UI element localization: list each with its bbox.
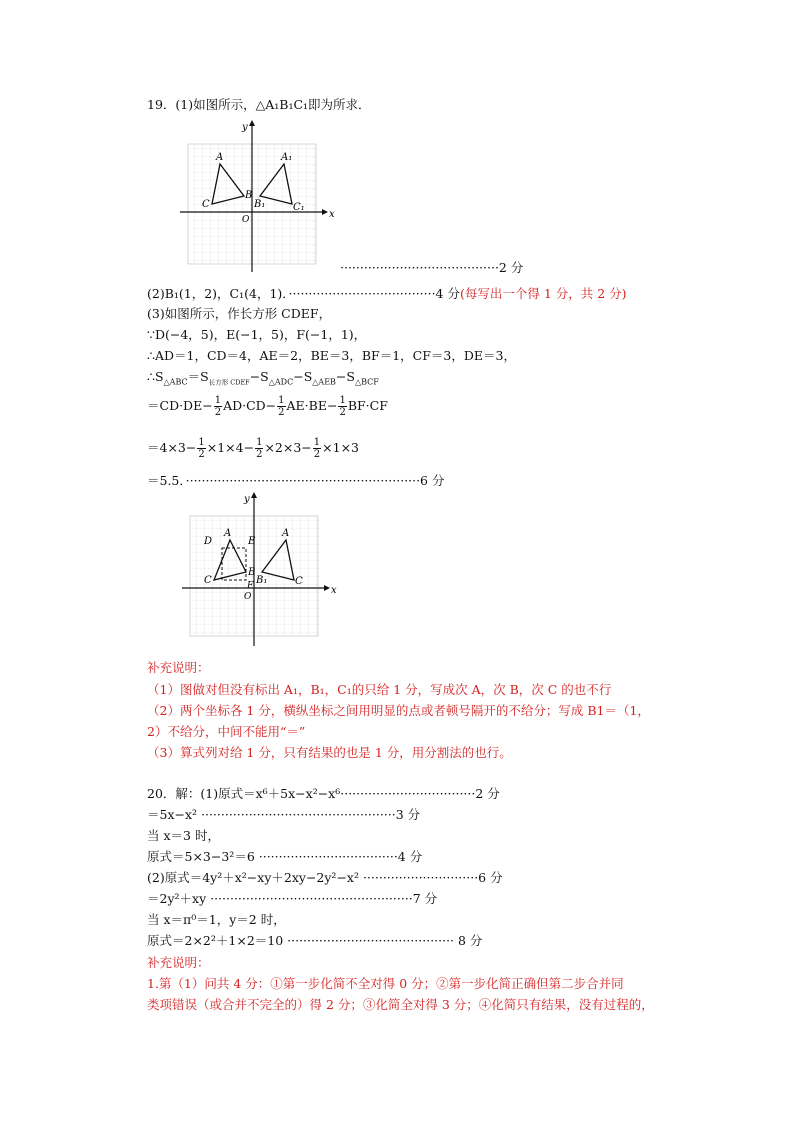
note19-n2a: （2）两个坐标各 1 分，横纵坐标之间用明显的点或者顿号隔开的不给分；写成 B1＝（1， xyxy=(147,703,650,718)
frac-num: 1 xyxy=(214,395,222,406)
frac-den: 2 xyxy=(256,449,263,460)
frac-den: 2 xyxy=(339,407,346,418)
label-a1-2: A xyxy=(282,528,290,539)
note19-n1: （1）图做对但没有标出 A₁，B₁，C₁的只给 1 分，写成次 A，次 B，次 C 的也不行 xyxy=(147,682,612,697)
note19-n3: （3）算式列对给 1 分，只有结果的也是 1 分，用分割法的也行。 xyxy=(147,745,512,760)
frac-num: 1 xyxy=(198,437,205,448)
label-b: B xyxy=(245,190,253,201)
minus-s1: −S xyxy=(249,369,269,384)
fraction-half xyxy=(197,437,205,460)
line7-part-b: AD·CD− xyxy=(223,398,277,413)
q19-line1: 19．(1)如图所示，△A₁B₁C₁即为所求． xyxy=(147,97,371,112)
sub-adc: △ADC xyxy=(268,377,294,387)
fraction-half xyxy=(214,395,222,418)
label-a: A xyxy=(216,152,224,163)
origin-label: O xyxy=(242,215,250,225)
s-symbol: ∴S xyxy=(147,369,164,384)
q20-l6: ＝2y²＋xy ···················································7 分 xyxy=(147,891,438,906)
q19-line3: (3)如图所示，作长方形 CDEF， xyxy=(147,306,332,321)
line8-part-d: ×1×3 xyxy=(322,440,359,455)
frac-num: 1 xyxy=(313,437,321,448)
q19-line5: ∴AD＝1，CD＝4，AE＝2，BE＝3，BF＝1，CF＝3，DE＝3， xyxy=(147,348,516,363)
label-b1: B₁ xyxy=(254,199,266,210)
figure-1 xyxy=(178,116,338,280)
line8-part-b: ×1×4− xyxy=(206,440,255,455)
frac-den: 2 xyxy=(214,407,222,418)
q19-line2 xyxy=(147,286,627,302)
label-a1: A₁ xyxy=(281,152,293,163)
q19-line7 xyxy=(147,394,388,418)
label-c1-2: C xyxy=(295,576,303,587)
axis-x-label: x xyxy=(329,209,335,220)
q20-l3: 当 x＝3 时， xyxy=(147,828,220,843)
note20-n1b: 类项错误（或合并不完全的）得 2 分；③化简全对得 3 分；④化简只有结果，没有过程的， xyxy=(147,997,654,1012)
eq-s: ＝S xyxy=(187,369,209,384)
axis-y-label-2: y xyxy=(244,494,250,505)
figure-2 xyxy=(180,488,340,652)
label-c1: C₁ xyxy=(293,202,305,213)
line7-part-c: AE·BE− xyxy=(286,398,338,413)
axis-x-label-2: x xyxy=(331,585,337,596)
label-a-2: A xyxy=(224,528,232,539)
frac-den: 2 xyxy=(278,407,285,418)
minus-s3: −S xyxy=(335,369,355,384)
label-d: D xyxy=(204,536,213,547)
sub-bcf: △BCF xyxy=(354,377,379,387)
q19-line2-note: (每写出一个得 1 分，共 2 分) xyxy=(460,286,627,301)
line7-part-a: ＝CD·DE− xyxy=(147,398,213,413)
sub-rect: 长方形 CDEF xyxy=(208,378,250,387)
q20-l8: 原式＝2×2²＋1×2＝10 ·········································· 8 分 xyxy=(147,933,483,948)
frac-num: 1 xyxy=(339,395,346,406)
frac-num: 1 xyxy=(278,395,285,406)
sub-aeb: △AEB xyxy=(312,377,336,387)
axis-y-label: y xyxy=(242,122,248,133)
q19-score1: ········································2 分 xyxy=(340,260,524,275)
sub-abc: △ABC xyxy=(163,377,188,387)
coordinate-grid-1 xyxy=(178,116,338,276)
q20-l4: 原式＝5×3−3²＝6 ···································4 分 xyxy=(147,849,423,864)
fraction-half xyxy=(255,437,263,460)
q20-l1: 20．解：(1)原式＝x⁶＋5x−x²−x⁶··································2 分 xyxy=(147,786,500,801)
label-e: E xyxy=(248,536,256,547)
fraction-half xyxy=(313,437,321,460)
q19-line8 xyxy=(147,436,359,460)
label-b-2: B xyxy=(248,567,256,578)
q20-l2: ＝5x−x² ·················································3 分 xyxy=(147,807,421,822)
note19-title: 补充说明： xyxy=(147,660,210,675)
q19-line6 xyxy=(147,369,379,391)
frac-num: 1 xyxy=(256,437,263,448)
frac-den: 2 xyxy=(313,449,321,460)
label-c-2: C xyxy=(204,575,212,586)
label-b1-2: B₁ xyxy=(256,575,268,586)
note20-n1a: 1.第（1）问共 4 分：①第一步化简不全对得 0 分；②第一步化简正确但第二步合并同 xyxy=(147,976,624,991)
note19-n2b: 2）不给分，中间不能用“＝” xyxy=(147,724,306,739)
fraction-half xyxy=(338,395,346,418)
note20-title: 补充说明： xyxy=(147,955,210,970)
q19-line2-main: (2)B₁(1，2)，C₁(4，1)．·····································4 分 xyxy=(147,286,460,301)
q19-line9: ＝5.5．···························································6 分 xyxy=(147,473,445,488)
q20-l5: (2)原式＝4y²＋x²−xy＋2xy−2y²−x² ·····························6 分 xyxy=(147,870,503,885)
line8-part-c: ×2×3− xyxy=(264,440,312,455)
origin-label-2: O xyxy=(244,592,252,602)
fraction-half xyxy=(277,395,285,418)
q20-l7: 当 x＝π⁰＝1，y＝2 时， xyxy=(147,912,286,927)
label-c: C xyxy=(202,199,210,210)
coordinate-grid-2 xyxy=(180,488,340,648)
frac-den: 2 xyxy=(198,449,205,460)
line7-part-d: BF·CF xyxy=(347,398,388,413)
line8-part-a: ＝4×3− xyxy=(147,440,197,455)
label-f: F xyxy=(247,581,254,591)
q19-line4: ∵D(−4，5)，E(−1，5)，F(−1，1)， xyxy=(147,327,367,342)
minus-s2: −S xyxy=(293,369,313,384)
